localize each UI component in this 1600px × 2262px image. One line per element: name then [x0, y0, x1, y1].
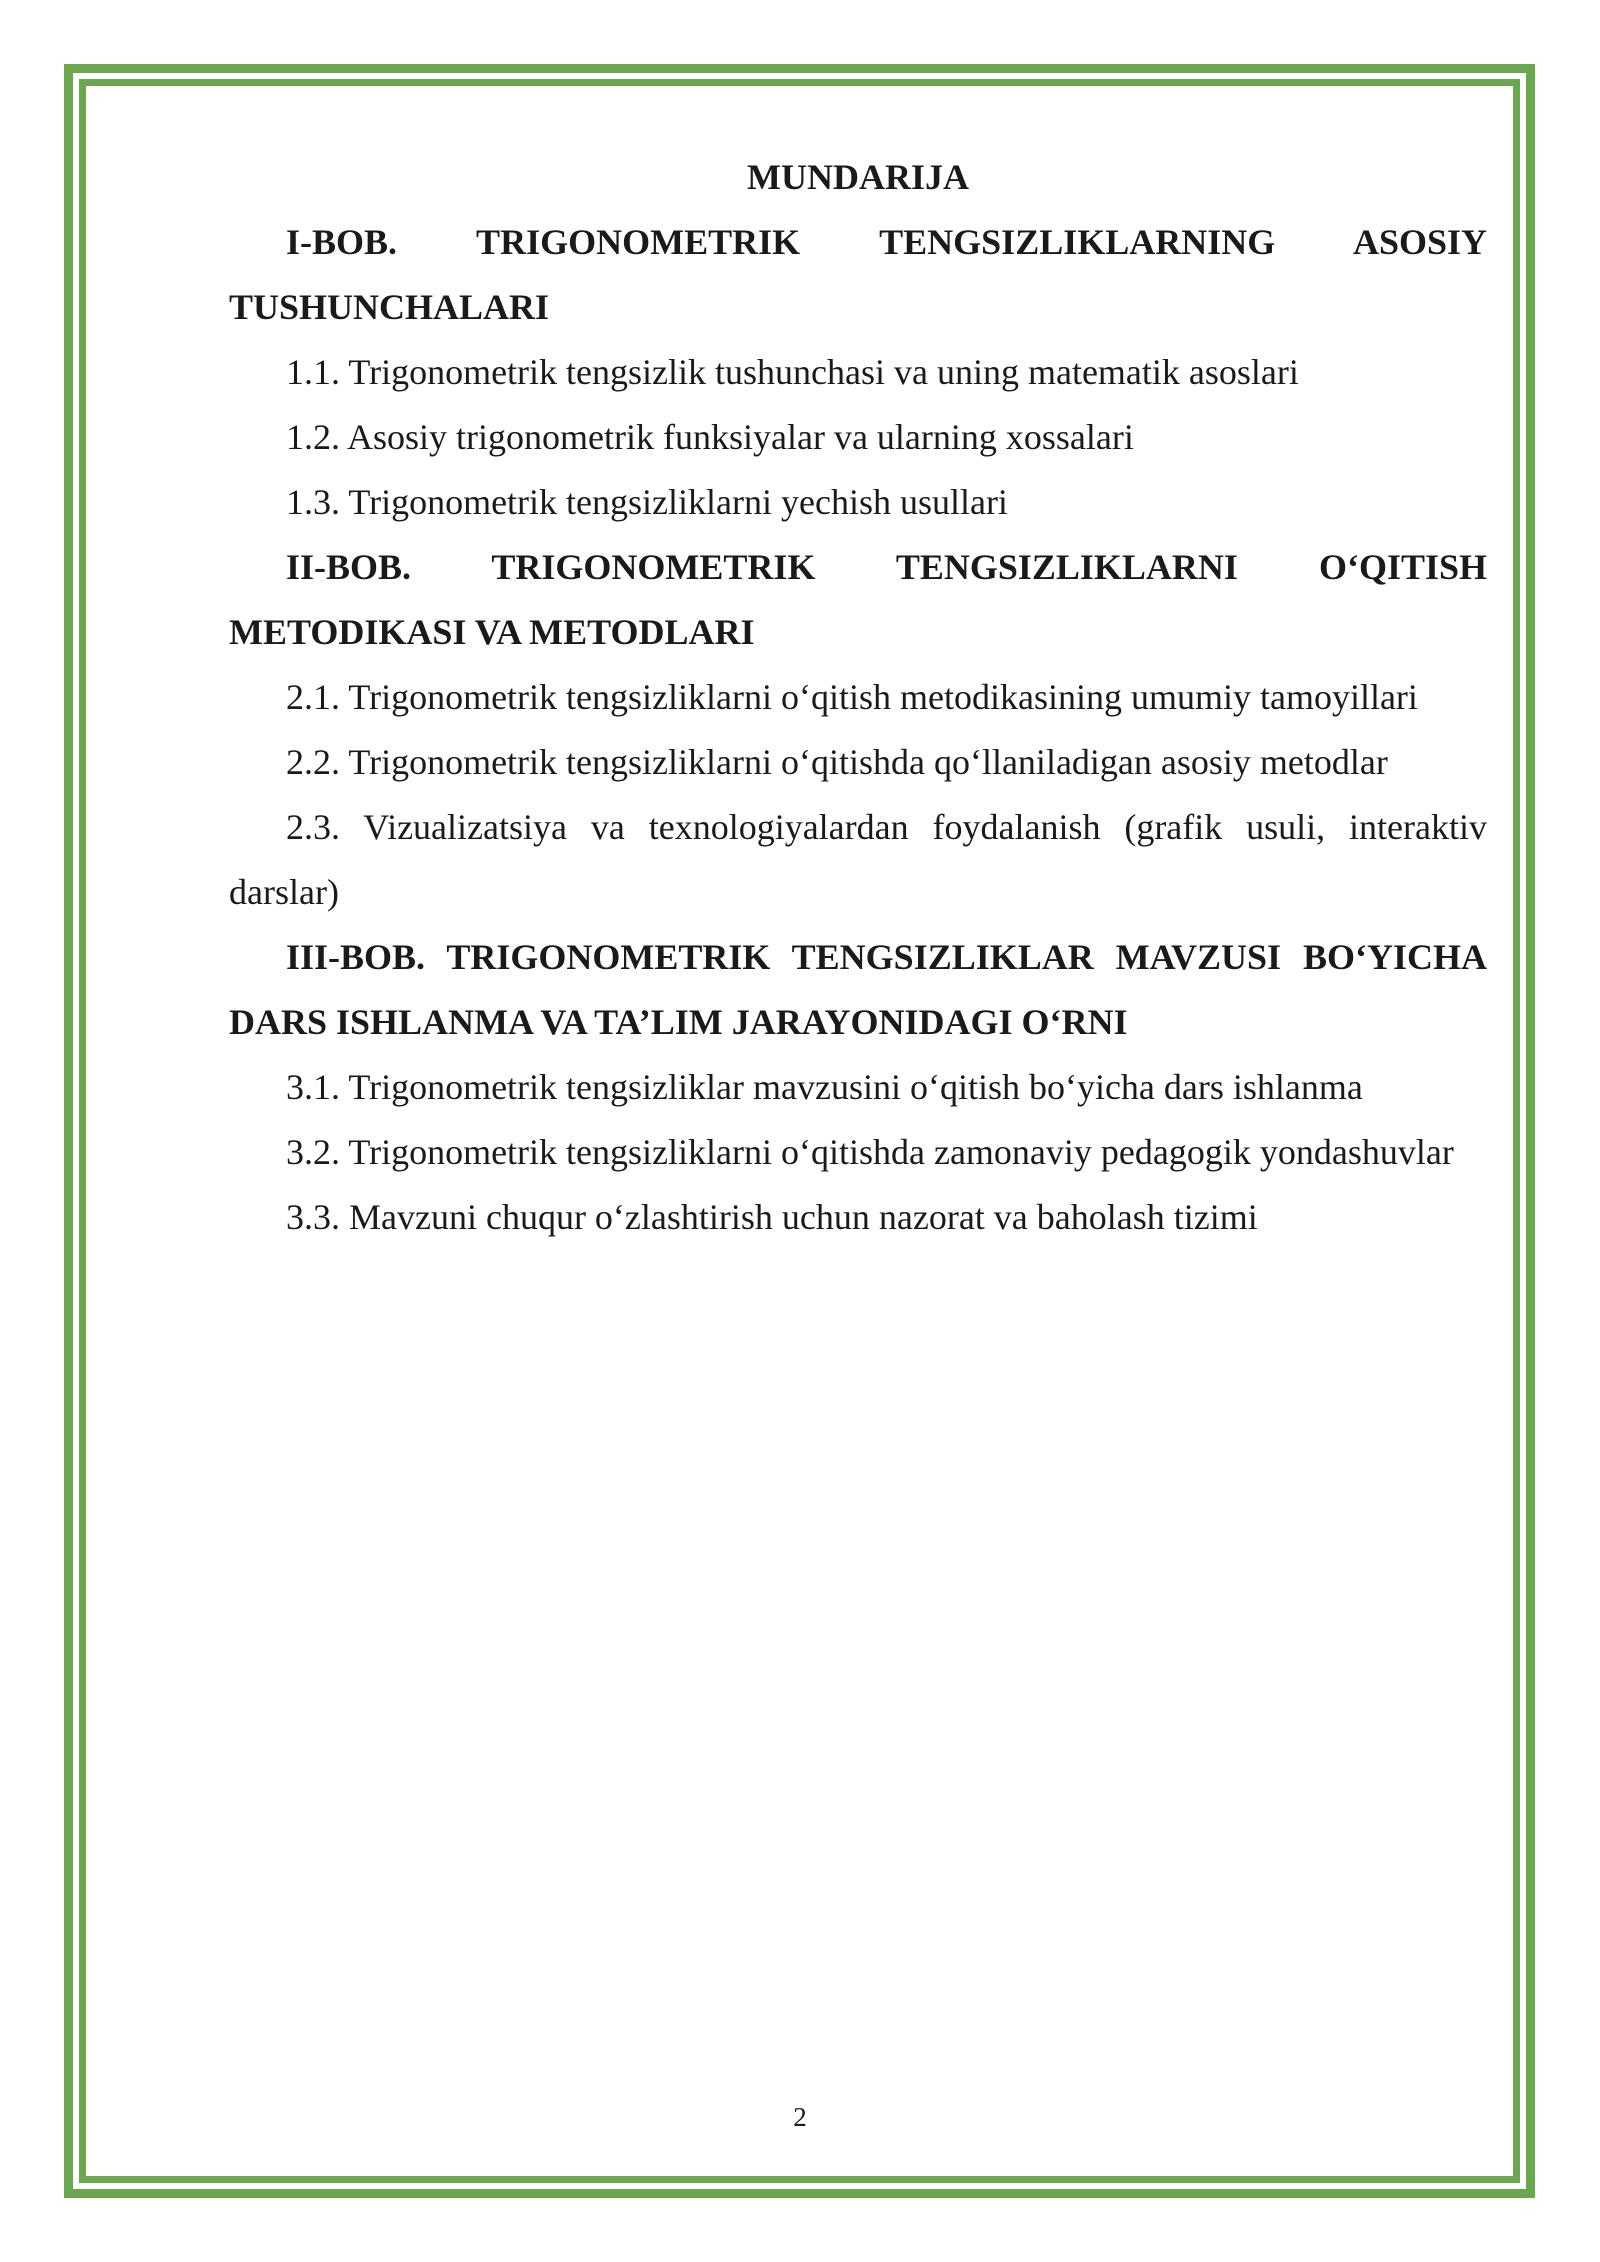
page-number: 2 [793, 2102, 807, 2132]
toc-chapter-3: III-BOB. TRIGONOMETRIK TENGSIZLIKLAR MAVZUSI BO‘YICHA DARS ISHLANMA VA TA’LIM JARAYONIDAGI O‘RNI [229, 937, 1487, 1042]
toc-item-3-1: 3.1. Trigonometrik tengsizliklar mavzusini o‘qitish bo‘yicha dars ishlanma [286, 1067, 1363, 1107]
toc-item-2-2: 2.2. Trigonometrik tengsizliklarni o‘qitishda qo‘llaniladigan asosiy metodlar [286, 742, 1388, 782]
toc-item-3-2: 3.2. Trigonometrik tengsizliklarni o‘qitishda zamonaviy pedagogik yondashuvlar [286, 1132, 1454, 1172]
toc-item-3-3: 3.3. Mavzuni chuqur o‘zlashtirish uchun nazorat va baholash tizimi [286, 1197, 1258, 1237]
toc-item-1-2: 1.2. Asosiy trigonometrik funksiyalar va ularning xossalari [286, 417, 1134, 457]
toc-item-1-3: 1.3. Trigonometrik tengsizliklarni yechish usullari [286, 482, 1008, 522]
toc-item-2-1: 2.1. Trigonometrik tengsizliklarni o‘qitish metodikasining umumiy tamoyillari [286, 677, 1418, 717]
toc-item-2-3: 2.3. Vizualizatsiya va texnologiyalardan foydalanish (grafik usuli, interaktiv darslar) [229, 807, 1487, 912]
toc-chapter-2: II-BOB. TRIGONOMETRIK TENGSIZLIKLARNI O‘QITISH METODIKASI VA METODLARI [229, 547, 1487, 652]
toc-item-1-1: 1.1. Trigonometrik tengsizlik tushunchasi va uning matematik asoslari [286, 352, 1299, 392]
toc-title: MUNDARIJA [747, 157, 969, 197]
table-of-contents [229, 145, 1487, 1250]
toc-chapter-1: I-BOB. TRIGONOMETRIK TENGSIZLIKLARNING ASOSIY TUSHUNCHALARI [229, 222, 1487, 327]
